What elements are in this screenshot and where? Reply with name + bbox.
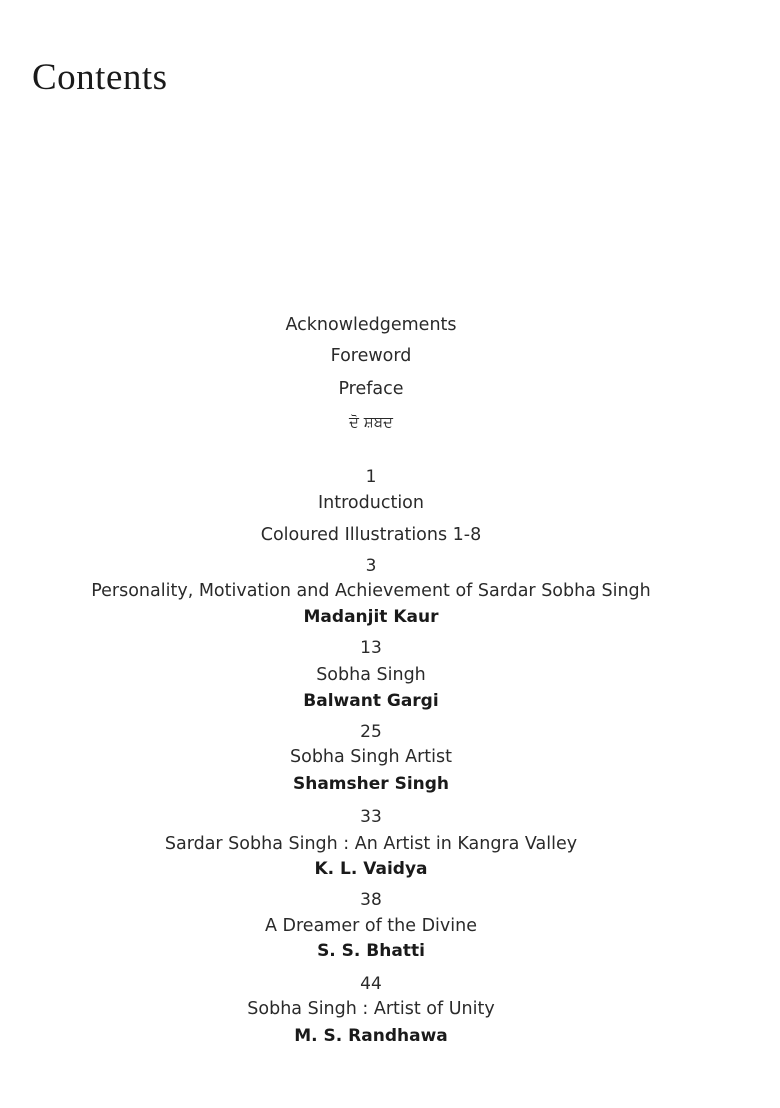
entry-author: K. L. Vaidya bbox=[314, 859, 428, 879]
entry-title: Sardar Sobha Singh : An Artist in Kangra Valley bbox=[164, 834, 578, 854]
entry-author: Madanjit Kaur bbox=[303, 607, 439, 627]
entry-page-number: 33 bbox=[360, 807, 382, 827]
entry-page-number: 13 bbox=[360, 638, 382, 658]
entry-page-number: 3 bbox=[365, 556, 377, 576]
front-matter-preface: Preface bbox=[338, 379, 404, 399]
entry-author: S. S. Bhatti bbox=[317, 941, 425, 961]
front-matter-foreword: Foreword bbox=[330, 346, 412, 366]
entry-title: Introduction bbox=[318, 493, 424, 513]
entry-author: Balwant Gargi bbox=[303, 691, 439, 711]
entry-title: Coloured Illustrations 1-8 bbox=[260, 525, 482, 545]
front-matter-acknowledgements: Acknowledgements bbox=[285, 315, 457, 335]
entry-author: M. S. Randhawa bbox=[294, 1026, 448, 1046]
entry-title: Sobha Singh Artist bbox=[290, 747, 452, 767]
entry-author: Shamsher Singh bbox=[292, 774, 450, 794]
entry-page-number: 38 bbox=[360, 890, 382, 910]
front-matter-do-shabad: ਦੋ ਸ਼ਬਦ bbox=[349, 413, 393, 431]
entry-title: Personality, Motivation and Achievement of Sardar Sobha Singh bbox=[91, 581, 651, 601]
entry-page-number: 25 bbox=[360, 722, 382, 742]
entry-page-number: 44 bbox=[360, 974, 382, 994]
page-title: Contents bbox=[32, 57, 168, 98]
entry-title: Sobha Singh bbox=[316, 665, 426, 685]
entry-title: Sobha Singh : Artist of Unity bbox=[247, 999, 495, 1019]
entry-page-number: 1 bbox=[365, 467, 377, 487]
entry-title: A Dreamer of the Divine bbox=[264, 916, 477, 936]
